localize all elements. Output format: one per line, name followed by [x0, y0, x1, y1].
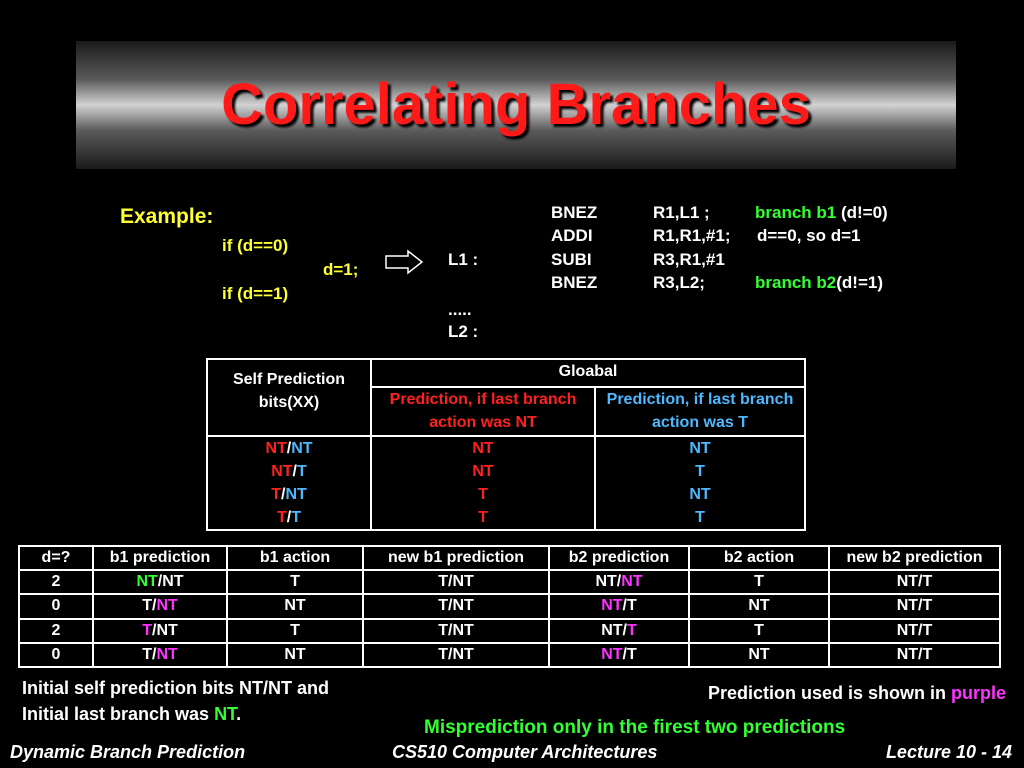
t-header: Prediction, if last branch action was T [595, 387, 805, 436]
initial-note-line-2: Initial last branch was NT. [22, 704, 242, 724]
example-line-2: d=1; [323, 260, 359, 279]
asm-label-dots: ..... [448, 300, 472, 319]
asm-comment-4: branch b2(d!=1) [755, 273, 883, 292]
asm-label-l2: L2 : [448, 322, 479, 341]
self-row: NT/T [271, 463, 307, 480]
t-prediction-cell: NT T NT T [595, 436, 805, 530]
slide-title: Correlating Branches [221, 72, 811, 137]
asm-args-3: R3,R1,#1 [653, 250, 725, 269]
header-b1-prediction: b1 prediction [93, 546, 227, 570]
initial-note-line-1: Initial self prediction bits NT/NT and [22, 678, 330, 698]
asm-label-l1: L1 : [448, 250, 479, 269]
table-row: 2 T/NT T T/NT NT/T T NT/T [19, 619, 1000, 643]
self-row: NT/NT [265, 440, 313, 457]
history-table [18, 545, 1001, 668]
example-line-3: if (d==1) [222, 284, 289, 303]
asm-args-2: R1,R1,#1; [653, 226, 731, 245]
asm-args-1: R1,L1 ; [653, 203, 710, 222]
footer-lecture-number: Lecture 10 - 14 [885, 742, 1012, 762]
footer-course-name: CS510 Computer Architectures [392, 742, 658, 762]
footer-course-topic: Dynamic Branch Prediction [10, 742, 246, 762]
header-new-b2-prediction: new b2 prediction [829, 546, 1000, 570]
table-header-row [19, 546, 1000, 570]
header-b2-prediction: b2 prediction [549, 546, 689, 570]
asm-op-2: ADDI [551, 226, 593, 245]
asm-op-1: BNEZ [551, 203, 598, 222]
prediction-used-note: Prediction used is shown in purple [707, 683, 1006, 703]
header-b2-action: b2 action [689, 546, 829, 570]
table-row: 0 T/NT NT T/NT NT/T NT NT/T [19, 594, 1000, 618]
asm-comment-1: branch b1 (d!=0) [755, 203, 888, 222]
prediction-table [206, 358, 806, 531]
example-label: Example: [120, 205, 214, 228]
header-b1-action: b1 action [227, 546, 363, 570]
nt-prediction-cell: NT NT T T [371, 436, 595, 530]
table-row: 0 T/NT NT T/NT NT/T NT NT/T [19, 643, 1000, 667]
nt-header: Prediction, if last branch action was NT [371, 387, 595, 436]
misprediction-note: Misprediction only in the firest two predictions [424, 717, 846, 738]
asm-op-4: BNEZ [551, 273, 598, 292]
title-banner [76, 41, 956, 169]
table-row: 2 NT/NT T T/NT NT/NT T NT/T [19, 570, 1000, 594]
implies-arrow-icon [384, 249, 424, 275]
asm-args-4: R3,L2; [653, 273, 705, 292]
example-line-1: if (d==0) [222, 236, 289, 255]
asm-op-3: SUBI [551, 250, 592, 269]
global-header: Gloabal [371, 359, 805, 387]
self-row: T/T [276, 509, 301, 526]
self-bits-cell [207, 436, 371, 530]
header-new-b1-prediction: new b1 prediction [363, 546, 549, 570]
header-d: d=? [19, 546, 93, 570]
asm-comment-2: d==0, so d=1 [757, 226, 861, 245]
self-header: Self Prediction bits(XX) [207, 359, 371, 436]
self-row: T/NT [271, 486, 307, 503]
